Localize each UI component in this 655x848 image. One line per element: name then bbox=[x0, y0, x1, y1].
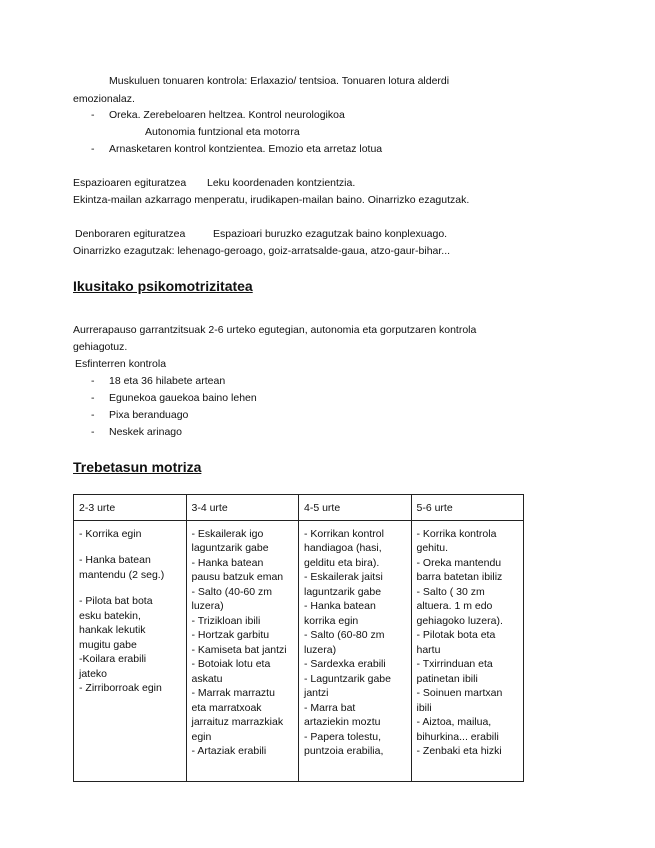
time-line-2: Oinarrizko ezagutzak: lehenago-geroago, goiz-arratsalde-gaua, atzo-gaur-bihar... bbox=[73, 245, 451, 257]
cell-spacer bbox=[79, 541, 181, 553]
skill-item: - Txirrinduan eta patinetan ibili bbox=[416, 658, 493, 685]
intro-bullet-3: Arnasketaren kontrol kontzientea. Emozio eta arretaz lotua bbox=[109, 143, 383, 155]
column-header: 5-6 urte bbox=[411, 495, 524, 521]
space-line-2: Ekintza-mailan azkarrago menperatu, irudikapen-mailan baino. Oinarrizko ezagutzak. bbox=[73, 194, 470, 206]
skill-item: - Pilotak bota eta hartu bbox=[416, 629, 496, 656]
section-heading-motor-skills: Trebetasun motriza bbox=[73, 459, 202, 475]
skill-item: - Eskailerak jaitsi laguntzarik gabe bbox=[304, 571, 383, 598]
intro-bullet-2: Autonomia funtzional eta motorra bbox=[145, 126, 300, 138]
table-cell-age-2-3 bbox=[74, 520, 187, 781]
table-row bbox=[74, 520, 524, 781]
skill-item: -Koilara erabili jateko bbox=[79, 653, 147, 680]
skill-item: - Hanka batean mantendu (2 seg.) bbox=[79, 554, 165, 581]
skill-item: - Zenbaki eta hizki bbox=[416, 745, 502, 757]
skill-item: - Oreka mantendu barra batetan ibiliz bbox=[416, 556, 503, 583]
bullet-dash: - bbox=[91, 375, 95, 387]
space-definition: Leku koordenaden kontzientzia. bbox=[207, 177, 356, 189]
motor-skills-table bbox=[73, 494, 524, 782]
table-header-row bbox=[74, 495, 524, 521]
skill-item: - Botoiak lotu eta askatu bbox=[191, 658, 271, 685]
bullet-dash: - bbox=[91, 392, 95, 404]
time-term: Denboraren egituratzea bbox=[75, 228, 186, 240]
section1-item-4: Neskek arinago bbox=[109, 426, 182, 438]
section1-item-1: 18 eta 36 hilabete artean bbox=[109, 375, 226, 387]
skill-item: - Eskailerak igo laguntzarik gabe bbox=[191, 527, 269, 554]
table-cell-age-4-5 bbox=[299, 520, 412, 781]
bullet-dash: - bbox=[91, 109, 95, 121]
skill-item: - Hanka batean pausu batzuk eman bbox=[191, 556, 284, 583]
skill-item: - Hortzak garbitu bbox=[191, 629, 270, 641]
skill-item: - Zirriborroak egin bbox=[79, 682, 162, 694]
section1-para-1: Aurrerapauso garrantzitsuak 2-6 urteko egutegian, autonomia eta gorputzaren kontrola bbox=[73, 324, 477, 336]
skill-item: - Korrika egin bbox=[79, 527, 142, 540]
section1-item-3: Pixa beranduago bbox=[109, 409, 189, 421]
column-header: 3-4 urte bbox=[186, 495, 299, 521]
cell-spacer bbox=[79, 582, 181, 594]
bullet-dash: - bbox=[91, 426, 95, 438]
table-cell-age-5-6 bbox=[411, 520, 524, 781]
section1-item-2: Egunekoa gauekoa baino lehen bbox=[109, 392, 257, 404]
intro-line-1: Muskuluen tonuaren kontrola: Erlaxazio/ tentsioa. Tonuaren lotura alderdi bbox=[109, 75, 450, 87]
bullet-dash: - bbox=[91, 409, 95, 421]
skill-item: - Marrak marraztu eta marratxoak jarraituz marrazkiak egin bbox=[191, 687, 284, 743]
skill-item: - Aiztoa, mailua, bihurkina... erabili bbox=[416, 716, 499, 743]
skill-item: - Soinuen martxan ibili bbox=[416, 687, 503, 714]
column-header: 2-3 urte bbox=[74, 495, 187, 521]
skill-item: - Marra bat artaziekin moztu bbox=[304, 701, 381, 728]
skill-item: - Korrikan kontrol handiagoa (hasi, gelditu eta bira). bbox=[304, 527, 384, 569]
bullet-dash: - bbox=[91, 143, 95, 155]
time-definition: Espazioari buruzko ezagutzak baino konplexuago. bbox=[213, 228, 448, 240]
intro-line-2: emozionalaz. bbox=[73, 93, 135, 105]
section1-para-3: Esfinterren kontrola bbox=[75, 358, 167, 370]
section1-para-2: gehiagotuz. bbox=[73, 341, 128, 353]
skill-item: - Kamiseta bat jantzi bbox=[191, 643, 287, 656]
skill-item: - Salto ( 30 zm altuera. 1 m edo gehiagoko luzera). bbox=[416, 585, 503, 627]
space-term: Espazioaren egituratzea bbox=[73, 177, 187, 189]
skill-item: - Salto (60-80 zm luzera) bbox=[304, 629, 385, 656]
skill-item: - Trizikloan ibili bbox=[191, 614, 261, 627]
column-header: 4-5 urte bbox=[299, 495, 412, 521]
section-heading-psychomotricity: Ikusitako psikomotrizitatea bbox=[73, 278, 253, 294]
skill-item: - Korrika kontrola gehitu. bbox=[416, 527, 497, 554]
skill-item: - Hanka batean korrika egin bbox=[304, 600, 376, 627]
skill-item: - Sardexka erabili bbox=[304, 658, 386, 670]
intro-bullet-1: Oreka. Zerebeloaren heltzea. Kontrol neurologikoa bbox=[109, 109, 345, 121]
skill-item: - Laguntzarik gabe jantzi bbox=[304, 672, 391, 699]
skill-item: - Artaziak erabili bbox=[191, 745, 267, 757]
skill-item: - Pilota bat bota esku batekin, hankak lekutik mugitu gabe bbox=[79, 595, 153, 651]
skill-item: - Papera tolestu, puntzoia erabilia, bbox=[304, 730, 384, 757]
table-cell-age-3-4 bbox=[186, 520, 299, 781]
skill-item: - Salto (40-60 zm luzera) bbox=[191, 585, 273, 612]
